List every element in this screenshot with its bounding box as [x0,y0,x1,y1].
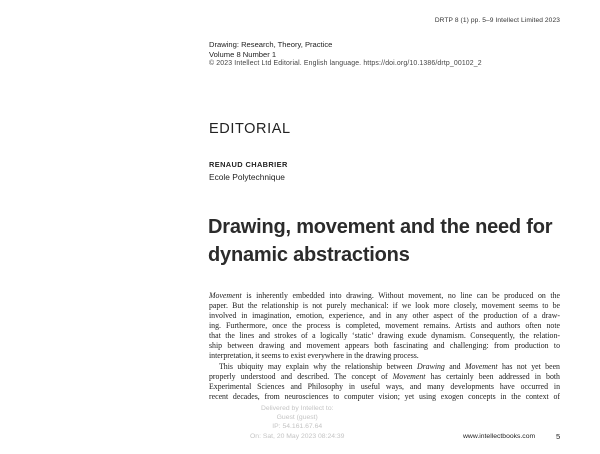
article-body [209,291,560,402]
journal-volume: Volume 8 Number 1 [209,49,277,59]
journal-info [209,40,482,69]
body-line: involved in imagination, emotion, experience, and in any other aspect of the production of a draw- [209,311,560,321]
body-line: paper. But the relationship is not purely mechanical: if we look more closely, movement seems to be [209,301,560,311]
body-line: properly understood and described. The concept of Movement has certainly been addressed in both [209,371,560,381]
body-line: recent decades, from neurosciences to computer vision; yet using exogen concepts in the context of [209,391,560,401]
author-affiliation: Ecole Polytechnique [209,172,285,182]
section-label: EDITORIAL [209,121,291,137]
watermark-line: IP: 54.161.67.64 [272,423,323,431]
body-line: ship between drawing and movement appears both fascinating and challenging: from production to [209,341,560,351]
journal-copyright: © 2023 Intellect Ltd Editorial. English language. https://doi.org/10.1386/drtp_00102_2 [209,60,482,68]
body-term: Drawing [416,361,445,371]
article-title: Drawing, movement and the need for dynamic abstractions [208,216,553,266]
publisher-url[interactable]: www.intellectbooks.com [463,433,536,440]
watermark-line: On: Sat, 20 May 2023 08:24:39 [250,432,345,440]
journal-title: Drawing: Research, Theory, Practice [209,40,333,49]
body-line: interpretation, it seems to exist everywhere in the drawing process. [209,351,419,361]
delivery-watermark [250,404,344,441]
body-line: that the lines and strokes of a logically ‘static’ drawing exude dynamism. Consequently, the relation- [209,331,560,341]
page-number: 5 [556,432,561,441]
body-term: Movement [209,291,242,300]
body-line: This ubiquity may explain why the relationship between Drawing and Movement has not yet been [219,361,560,371]
body-line: Movement is inherently embedded into drawing. Without movement, no line can be produced on the [209,291,560,300]
body-term: Movement [464,361,498,371]
watermark-line: Guest (guest) [276,414,318,422]
body-term: Movement [392,371,426,381]
watermark-line: Delivered by Intellect to: [260,405,334,412]
author-name: RENAUD CHABRIER [209,160,288,169]
body-line: ing. Furthermore, once the process is completed, movement remains. Artists and authors often note [209,321,560,331]
body-line: Experimental Sciences and Philosophy in useful ways, and many developments have occurred in [209,381,560,391]
running-head: DRTP 8 (1) pp. 5–9 Intellect Limited 2023 [434,17,560,24]
